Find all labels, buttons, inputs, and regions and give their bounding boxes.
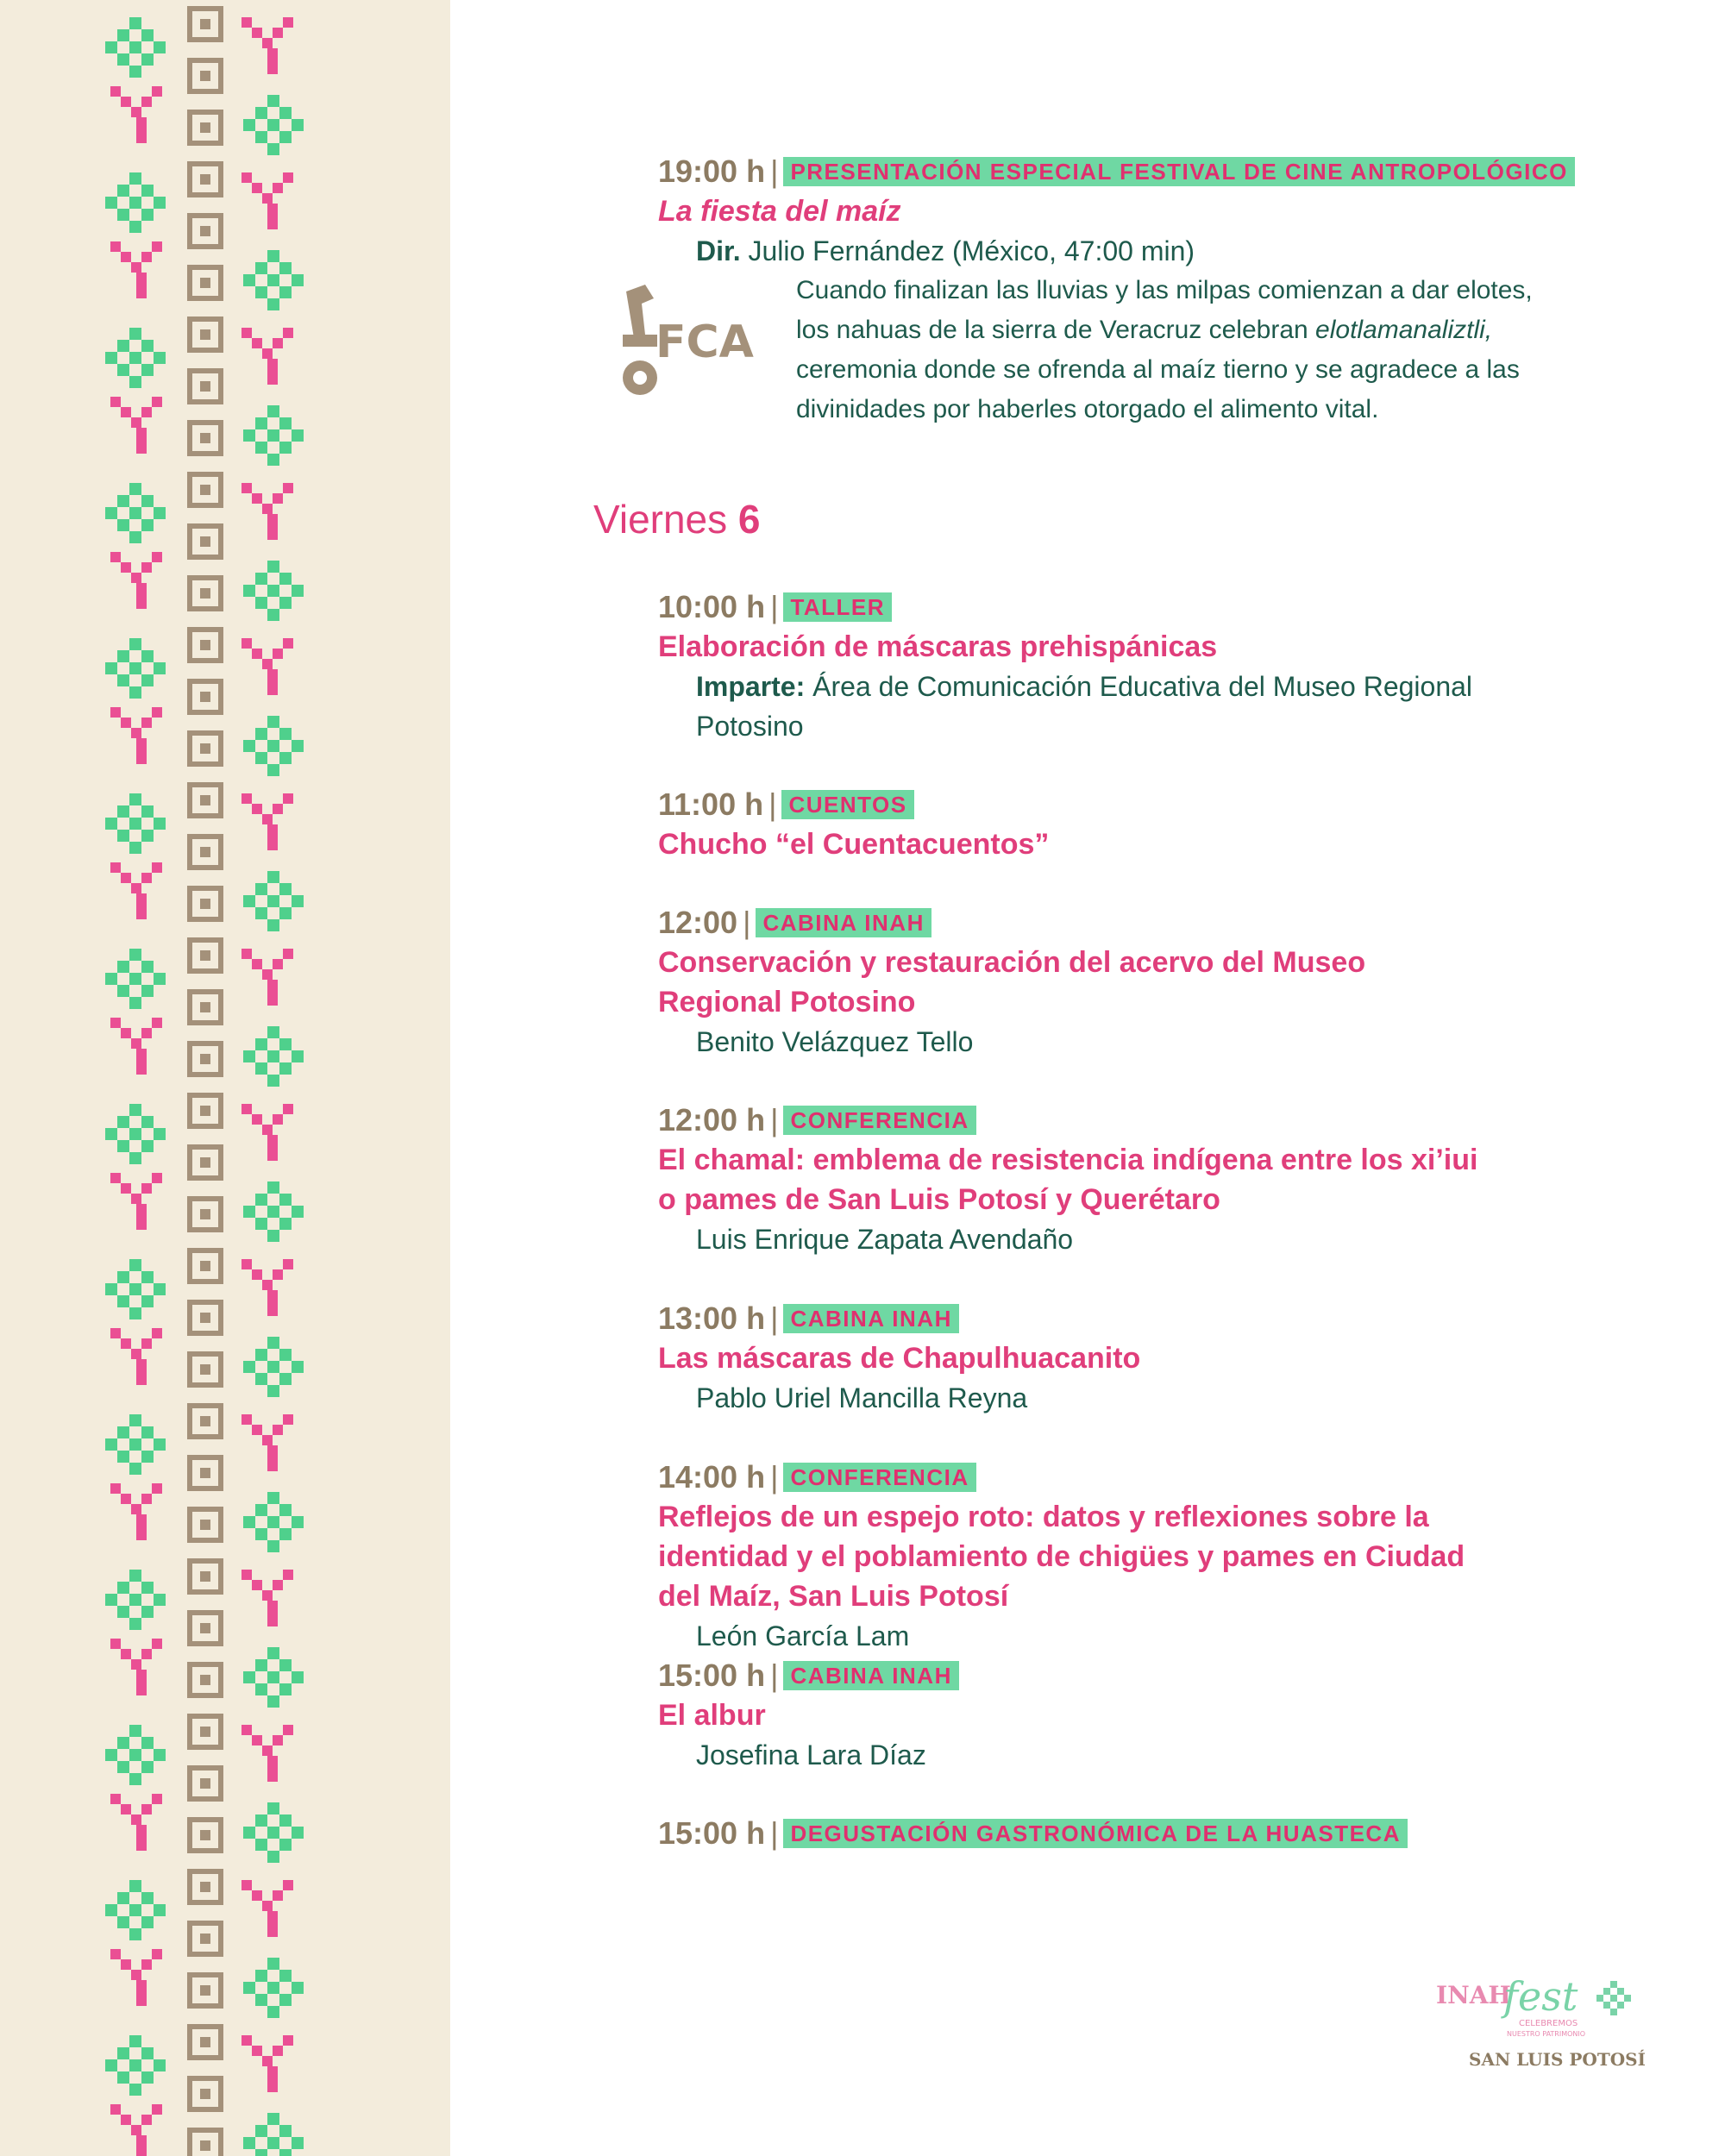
event-speaker: Luis Enrique Zapata Avendaño [696,1224,1074,1255]
event-time: 11:00 h [658,787,764,822]
category-badge: TALLER [783,592,892,622]
event-item [658,903,1607,1062]
logo-line1: CELEBREMOS [1519,2019,1578,2028]
event-director [658,231,1607,271]
event-presenter [658,667,1607,706]
presenter-label: Imparte: [696,671,806,702]
event-time-line [658,1457,1607,1497]
event-time: 14:00 h [658,1459,766,1495]
fca-logo [619,283,754,417]
category-badge: CABINA INAH [783,1661,958,1690]
event-title: Las máscaras de Chapulhuacanito [658,1342,1141,1375]
event-time: 15:00 h [658,1658,766,1693]
event-time-line [658,587,1607,627]
event-time: 19:00 h [658,154,766,189]
event-item [658,587,1607,746]
event-item [658,1100,1607,1259]
category-badge: CABINA INAH [756,908,931,937]
logo-inah: INAH [1436,1981,1511,2009]
description-line [796,310,1607,350]
event-title-cont: del Maíz, San Luis Potosí [658,1580,1009,1613]
event-item [658,1457,1607,1656]
event-title: Conservación y restauración del acervo del Museo [658,946,1366,979]
event-time: 15:00 h [658,1815,766,1851]
separator: | [770,1459,779,1495]
inahfest-logo [1427,1962,1652,2087]
category-badge: CONFERENCIA [783,1106,975,1135]
event-time-line [658,152,1607,191]
day-heading [593,496,761,542]
logo-line2: NUESTRO PATRIMONIO [1507,2030,1586,2038]
description-italic: elotlamanaliztli, [1315,316,1493,344]
description-line: ceremonia donde se ofrenda al maíz tierno y se agradece a las [796,355,1520,384]
separator: | [770,589,779,624]
event-time-line [658,785,1607,824]
description-line: Cuando finalizan las lluvias y las milpas comienzan a dar elotes, [796,276,1533,304]
event-time: 12:00 h [658,1102,766,1138]
event-film [658,152,1607,429]
event-time-line [658,1656,1607,1695]
event-title-cont: Regional Potosino [658,986,916,1018]
event-title: El chamal: emblema de resistencia indígena entre los xi’iui [658,1144,1478,1176]
separator: | [770,1815,779,1851]
event-speaker: Josefina Lara Díaz [696,1739,926,1771]
separator: | [770,1102,779,1138]
description-text: los nahuas de la sierra de Veracruz celebran [796,316,1316,344]
day-number: 6 [737,497,761,542]
event-time: 12:00 [658,905,738,940]
event-title-cont: o pames de San Luis Potosí y Querétaro [658,1183,1220,1216]
event-title: Reflejos de un espejo roto: datos y reflexiones sobre la [658,1501,1429,1533]
logo-place: SAN LUIS POTOSÍ [1469,2049,1646,2070]
separator: | [743,905,751,940]
director-name: Julio Fernández (México, 47:00 min) [748,235,1195,266]
fca-logo-icon [619,283,754,412]
event-time-line [658,903,1607,943]
event-title: La fiesta del maíz [658,195,901,228]
event-description [658,271,1607,429]
event-speaker: Benito Velázquez Tello [696,1026,974,1057]
day-name: Viernes [593,497,728,542]
event-time-line [658,1100,1607,1140]
category-badge: DEGUSTACIÓN GASTRONÓMICA DE LA HUASTECA [783,1819,1408,1848]
event-time: 10:00 h [658,589,766,624]
event-time-line [658,1299,1607,1338]
category-badge: CONFERENCIA [783,1463,975,1492]
event-speaker: Pablo Uriel Mancilla Reyna [696,1382,1028,1413]
fca-logo-letters: FCA [656,317,754,368]
category-badge: CUENTOS [781,790,913,819]
event-item [658,1299,1607,1418]
separator: | [770,1300,779,1336]
event-title: Elaboración de máscaras prehispánicas [658,630,1218,663]
event-item [658,1656,1607,1775]
inahfest-logo-icon [1427,1962,1652,2083]
separator: | [770,1658,779,1693]
event-time: 13:00 h [658,1300,766,1336]
separator: | [768,787,777,822]
director-label: Dir. [696,235,741,266]
logo-fest: fest [1503,1973,1578,2020]
category-badge: PRESENTACIÓN ESPECIAL FESTIVAL DE CINE ANTROPOLÓGICO [783,157,1574,186]
description-line: divinidades por haberles otorgado el alimento vital. [796,395,1379,423]
event-speaker: León García Lam [696,1620,910,1651]
category-badge: CABINA INAH [783,1304,958,1333]
presenter-name: Área de Comunicación Educativa del Museo Regional [812,671,1473,702]
event-title: El albur [658,1699,766,1732]
event-item [658,1814,1607,1853]
event-time-line [658,1814,1607,1853]
event-title: Chucho “el Cuentacuentos” [658,828,1050,861]
event-title-cont: identidad y el poblamiento de chigües y pames en Ciudad [658,1540,1465,1573]
event-presenter-cont: Potosino [696,711,804,742]
separator: | [770,154,779,189]
event-item [658,785,1607,864]
